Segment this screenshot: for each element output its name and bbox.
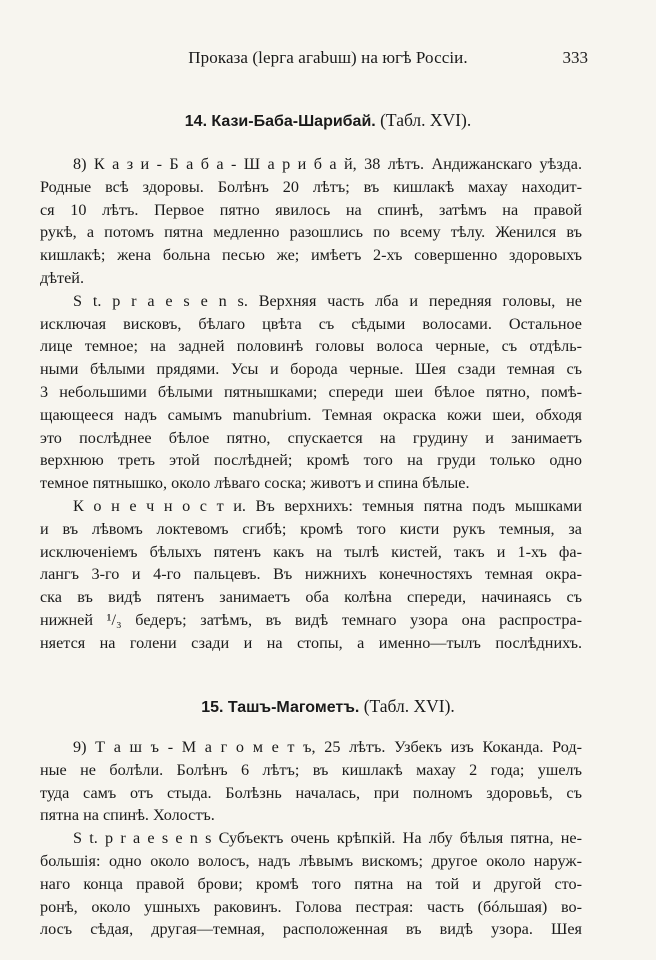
text-line: ся 10 лѣтъ. Первое пятно явилось на спинѣ, затѣмъ на правой (40, 200, 582, 219)
running-head (40, 48, 616, 74)
page-number: 333 (562, 48, 588, 67)
section-heading (40, 696, 616, 717)
section-name: Кази-Баба-Шарибай. (211, 113, 376, 130)
case-text (40, 153, 582, 655)
text-line: няется на голени сзади и на стопы, а именно—тылъ послѣднихъ. (40, 633, 582, 652)
text-line: кишлакѣ; жена больна песью же; имѣетъ 2-хъ совершенно здоровыхъ (40, 246, 582, 265)
text-line: пятна на спинѣ. Холостъ. (40, 806, 215, 825)
plate-reference: (Табл. XVI). (380, 110, 472, 130)
text-line: Родные всѣ здоровы. Болѣнъ 20 лѣтъ; въ кишлакѣ махау находит- (40, 177, 582, 196)
text-line: темное пятнышко, около лѣваго соска; животъ и спина бѣлые. (40, 474, 470, 493)
text-line: ронѣ, около ушныхъ раковинъ. Голова пестрая: часть (бóльшая) во- (40, 897, 582, 916)
text-line: ными бѣлыми прядями. Усы и борода черные. Шея сзади темная съ (40, 360, 582, 379)
text-line: большiя: одно около волосъ, надъ лѣвымъ вискомъ; другое около наруж- (40, 851, 582, 870)
text-line: туда самъ отъ стыда. Болѣзнь началась, при полномъ здоровьѣ, съ (40, 783, 582, 802)
text-line: это послѣднее бѣлое пятно, спускается на грудину и занимаетъ (40, 428, 582, 447)
running-title: Проказа (lерга агаbuш) на югѣ Россiи. (188, 48, 468, 67)
section-number: 14. (184, 113, 208, 130)
text-line: наго конца правой брови; кромѣ того пятна на той и другой сто- (40, 874, 582, 893)
text-line: исключенiемъ бѣлыхъ пятенъ какъ на тылѣ кистей, такъ и 1-хъ фа- (40, 542, 582, 561)
text-line: исключая висковъ, бѣлаго цвѣта съ сѣдыми волосами. Остальное (40, 314, 582, 333)
text-line: ска въ видѣ пятенъ занимаетъ оба колѣна спереди, начинаясь съ (40, 588, 582, 607)
text-line: К о н е ч н о с т и. Въ верхнихъ: темныя пятна подъ мышками (73, 496, 582, 515)
text-line: дѣтей. (40, 268, 84, 287)
section-heading (40, 110, 616, 131)
case-text (40, 736, 582, 941)
text-line: лангъ 3-го и 4-го пальцевъ. Въ нижнихъ конечностяхъ темная окра- (40, 565, 582, 584)
section-name: Ташъ-Магометъ. (227, 699, 360, 716)
text-line: лице темное; на задней половинѣ головы волоса черные, съ отдѣль- (40, 337, 582, 356)
text-line: и въ лѣвомъ локтевомъ сгибѣ; кромѣ того кисти рукъ темныя, за (40, 519, 582, 538)
text-line: 8) К а з и - Б а б а - Ш а р и б а й, 38 лѣтъ. Андижанскаго уѣзда. (73, 155, 582, 173)
text-line: S t. p r a e s e n s Субъектъ очень крѣпкiй. На лбу бѣлыя пятна, не- (73, 829, 582, 848)
text-line: 3 небольшими бѣлыми пятнышками; спереди шеи бѣлое пятно, помѣ- (40, 382, 582, 401)
text-line: щающееся надъ самымъ manubrium. Темная окраска кожи шеи, обходя (40, 405, 582, 424)
section-number: 15. (201, 699, 224, 716)
text-line: 9) Т а ш ъ - М а г о м е т ъ, 25 лѣтъ. Узбекъ изъ Коканда. Род- (73, 738, 582, 756)
text-line: S t. p r a e s e n s. Верхняя часть лба и передняя головы, не (73, 291, 582, 310)
text-line: ные не болѣли. Болѣнъ 6 лѣтъ; въ кишлакѣ махау 2 года; ушелъ (40, 760, 582, 779)
text-line: рукѣ, а потомъ пятна медленно разошлись по всему тѣлу. Женился въ (40, 223, 582, 242)
text-line: нижней ¹/₃ бедеръ; затѣмъ, въ видѣ темнаго узора она распростра- (40, 610, 582, 629)
plate-reference: (Табл. XVI). (363, 696, 455, 716)
text-line: лосъ сѣдая, другая—темная, расположенная въ видѣ узора. Шея (40, 920, 582, 939)
text-line: верхнюю треть этой послѣдней; кромѣ того на груди только одно (40, 451, 582, 470)
